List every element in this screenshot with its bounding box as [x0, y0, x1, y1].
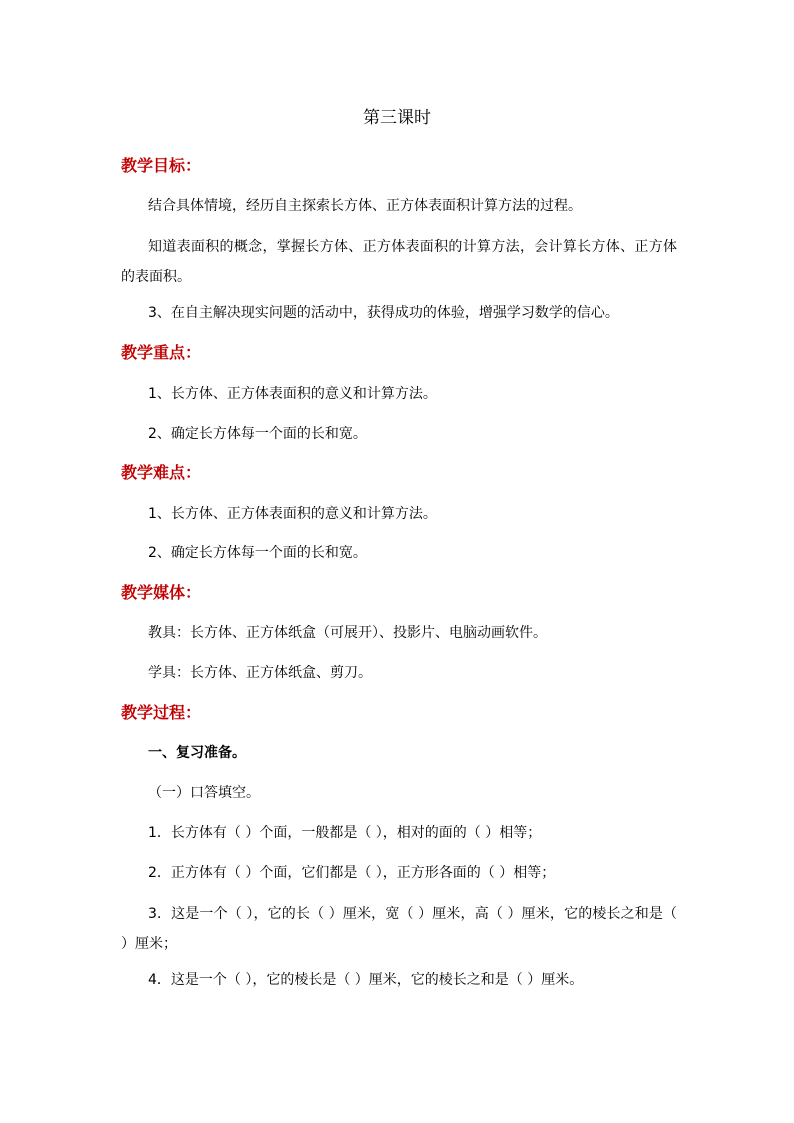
question-item-2: 2．正方体有（ ）个面，它们都是（ ），正方形各面的（ ）相等； — [148, 865, 556, 881]
question-item-1: 1．长方体有（ ）个面，一般都是（ ），相对的面的（ ）相等； — [148, 825, 542, 841]
section-heading-process: 教学过程： — [121, 703, 202, 722]
section-heading-key-points: 教学重点： — [121, 343, 202, 362]
objective-item-1: 结合具体情境，经历自主探索长方体、正方体表面积计算方法的过程。 — [148, 198, 582, 214]
document-title: 第三课时 — [363, 108, 431, 128]
section-heading-difficulties: 教学难点： — [121, 463, 202, 482]
question-item-3: 3．这是一个（ ），它的长（ ）厘米，宽（ ）厘米，高（ ）厘米，它的棱长之和是（ ）厘米； — [121, 906, 677, 952]
media-item-teacher-tools: 教具：长方体、正方体纸盒（可展开）、投影片、电脑动画软件。 — [148, 625, 547, 641]
key-point-item-1: 1、长方体、正方体表面积的意义和计算方法。 — [148, 386, 437, 402]
difficulty-item-2: 2、确定长方体每一个面的长和宽。 — [148, 545, 367, 561]
section-heading-media: 教学媒体： — [121, 583, 202, 602]
key-point-item-2: 2、确定长方体每一个面的长和宽。 — [148, 426, 367, 442]
media-item-student-tools: 学具：长方体、正方体纸盒、剪刀。 — [148, 665, 372, 681]
process-sub-title: （一）口答填空。 — [148, 785, 260, 801]
question-item-4: 4．这是一个（ ），它的棱长是（ ）厘米，它的棱长之和是（ ）厘米。 — [148, 972, 584, 988]
objective-item-3: 3、在自主解决现实问题的活动中，获得成功的体验，增强学习数学的信心。 — [148, 305, 619, 321]
section-heading-objectives: 教学目标： — [121, 156, 202, 175]
objective-item-2: 知道表面积的概念，掌握长方体、正方体表面积的计算方法，会计算长方体、正方体的表面积。 — [121, 239, 677, 285]
process-step-title: 一、复习准备。 — [148, 745, 246, 761]
difficulty-item-1: 1、长方体、正方体表面积的意义和计算方法。 — [148, 506, 437, 522]
